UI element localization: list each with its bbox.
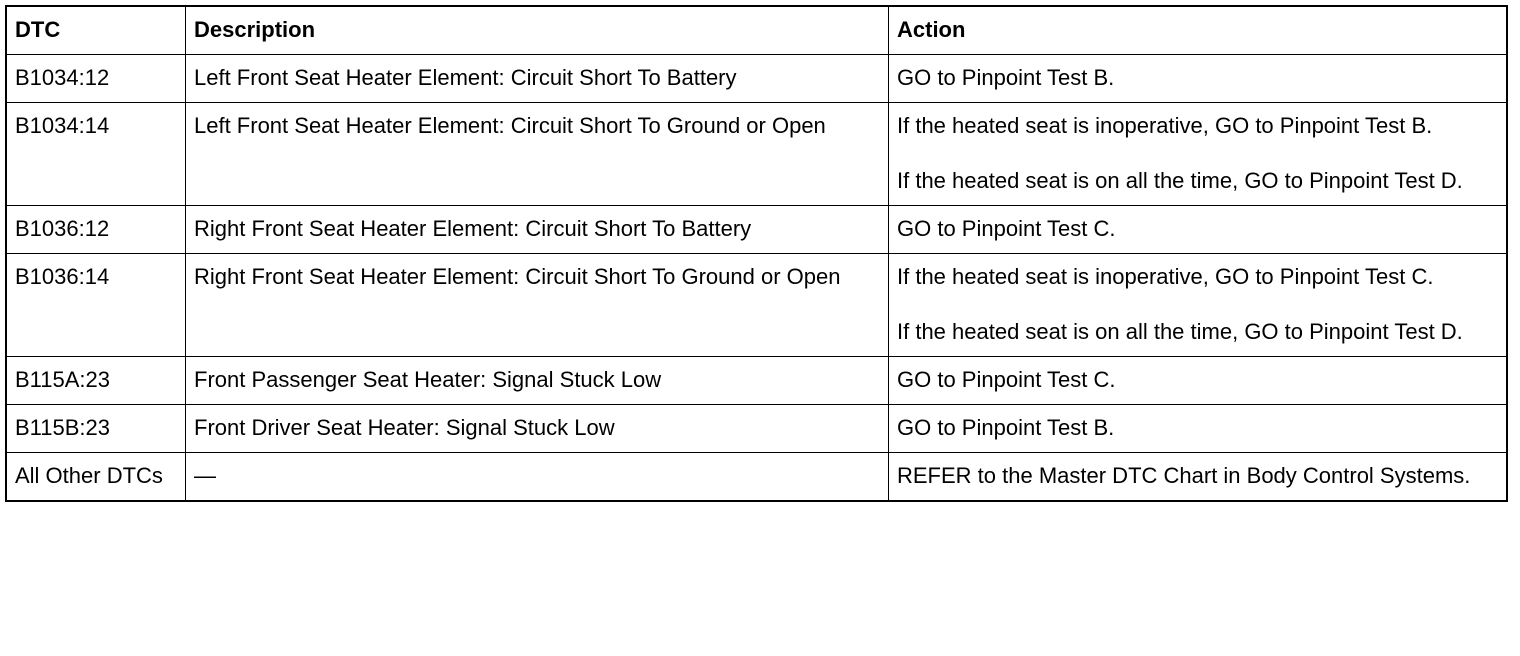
action-text: If the heated seat is on all the time, GO to Pinpoint Test D. bbox=[897, 319, 1463, 344]
table-row bbox=[7, 103, 1507, 206]
action-text: GO to Pinpoint Test C. bbox=[897, 367, 1116, 392]
table-row bbox=[7, 55, 1507, 103]
dtc-cell: B1034:12 bbox=[7, 55, 186, 103]
action-text: GO to Pinpoint Test B. bbox=[897, 65, 1115, 90]
table-row bbox=[7, 453, 1507, 501]
dtc-cell: B1036:14 bbox=[7, 254, 186, 357]
dtc-cell: B1034:14 bbox=[7, 103, 186, 206]
description-cell: Front Passenger Seat Heater: Signal Stuck Low bbox=[186, 357, 889, 405]
action-cell bbox=[889, 405, 1507, 453]
header-action: Action bbox=[889, 7, 1507, 55]
dtc-cell: B115A:23 bbox=[7, 357, 186, 405]
table-header-row bbox=[7, 7, 1507, 55]
action-text: GO to Pinpoint Test B. bbox=[897, 415, 1115, 440]
action-cell bbox=[889, 55, 1507, 103]
dtc-cell: B1036:12 bbox=[7, 206, 186, 254]
description-cell: Left Front Seat Heater Element: Circuit Short To Ground or Open bbox=[186, 103, 889, 206]
table-row bbox=[7, 405, 1507, 453]
description-cell: Front Driver Seat Heater: Signal Stuck Low bbox=[186, 405, 889, 453]
description-cell: Left Front Seat Heater Element: Circuit Short To Battery bbox=[186, 55, 889, 103]
description-cell: — bbox=[186, 453, 889, 501]
action-cell bbox=[889, 357, 1507, 405]
action-text: If the heated seat is inoperative, GO to Pinpoint Test C. bbox=[897, 264, 1434, 289]
table-row bbox=[7, 206, 1507, 254]
header-description: Description bbox=[186, 7, 889, 55]
dtc-table bbox=[6, 6, 1507, 501]
table-row bbox=[7, 254, 1507, 357]
action-cell bbox=[889, 453, 1507, 501]
dtc-cell: All Other DTCs bbox=[7, 453, 186, 501]
action-text: If the heated seat is on all the time, GO to Pinpoint Test D. bbox=[897, 168, 1463, 193]
table-row bbox=[7, 357, 1507, 405]
description-cell: Right Front Seat Heater Element: Circuit Short To Battery bbox=[186, 206, 889, 254]
action-text: GO to Pinpoint Test C. bbox=[897, 216, 1116, 241]
action-text: REFER to the Master DTC Chart in Body Control Systems. bbox=[897, 463, 1471, 488]
action-cell bbox=[889, 254, 1507, 357]
action-text: If the heated seat is inoperative, GO to Pinpoint Test B. bbox=[897, 113, 1433, 138]
description-cell: Right Front Seat Heater Element: Circuit Short To Ground or Open bbox=[186, 254, 889, 357]
action-cell bbox=[889, 206, 1507, 254]
dtc-cell: B115B:23 bbox=[7, 405, 186, 453]
action-cell bbox=[889, 103, 1507, 206]
header-dtc: DTC bbox=[7, 7, 186, 55]
